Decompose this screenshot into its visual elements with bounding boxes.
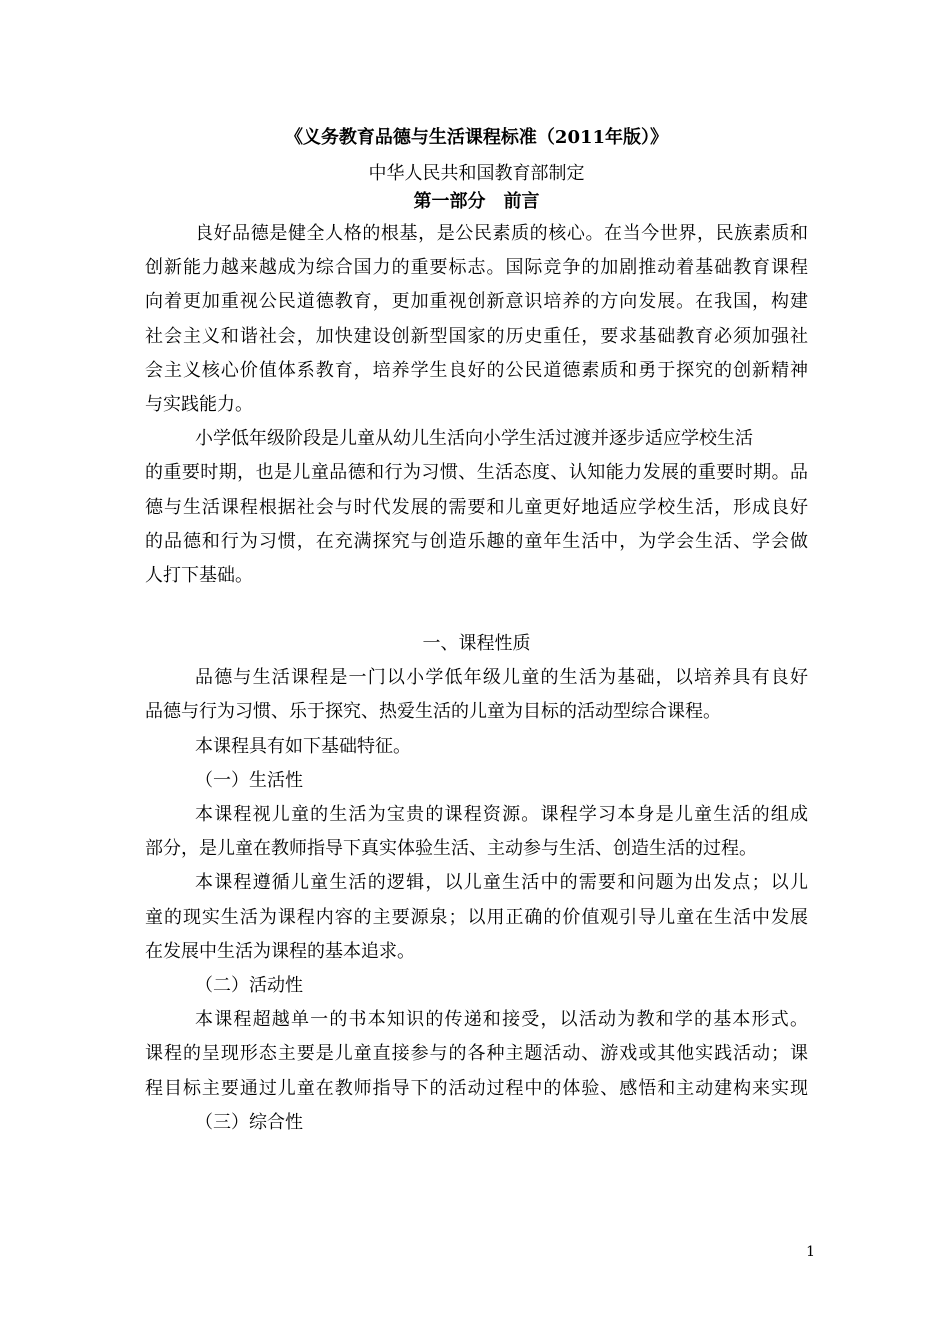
text-line: 小学低年级阶段是儿童从幼儿生活向小学生活过渡并逐步适应学校生活 xyxy=(195,428,753,450)
text-line: 本课程超越单一的书本知识的传递和接受，以活动为教和学的基本形式。 xyxy=(195,1009,808,1031)
text-line: 品德与生活课程是一门以小学低年级儿童的生活为基础，以培养具有良好 xyxy=(195,667,808,689)
text-line: 的重要时期，也是儿童品德和行为习惯、生活态度、认知能力发展的重要时期。品 xyxy=(145,462,808,484)
text-line: 人打下基础。 xyxy=(145,564,253,586)
text-line: 在发展中生活为课程的基本追求。 xyxy=(145,940,415,962)
document-body xyxy=(145,128,808,1140)
text-line: 的品德和行为习惯，在充满探究与创造乐趣的童年生活中，为学会生活、学会做 xyxy=(145,530,808,552)
text-line: 与实践能力。 xyxy=(145,393,253,415)
text-line: 本课程具有如下基础特征。 xyxy=(195,735,411,757)
text-line: 本课程遵循儿童生活的逻辑，以儿童生活中的需要和问题为出发点；以儿 xyxy=(195,872,808,894)
part-heading: 第一部分 前言 xyxy=(413,191,540,212)
text-line: 部分，是儿童在教师指导下真实体验生活、主动参与生活、创造生活的过程。 xyxy=(145,838,757,860)
text-line: 会主义核心价值体系教育，培养学生良好的公民道德素质和勇于探究的创新精神 xyxy=(145,359,808,381)
text-line: 社会主义和谐社会，加快建设创新型国家的历史重任，要求基础教育必须加强社 xyxy=(145,325,808,347)
section-gap xyxy=(145,593,808,627)
document-title: 《义务教育品德与生活课程标准（2011年版）》 xyxy=(284,127,669,148)
subsection-heading: （三）综合性 xyxy=(195,1111,303,1133)
document-issuer: 中华人民共和国教育部制定 xyxy=(368,163,585,184)
text-line: 德与生活课程根据社会与时代发展的需要和儿童更好地适应学校生活，形成良好 xyxy=(145,496,808,518)
subsection-heading: （一）生活性 xyxy=(195,769,303,791)
text-line: 创新能力越来越成为综合国力的重要标志。国际竞争的加剧推动着基础教育课程 xyxy=(145,257,808,279)
section-heading: 一、课程性质 xyxy=(422,633,531,655)
text-line: 良好品德是健全人格的根基，是公民素质的核心。在当今世界，民族素质和 xyxy=(195,223,808,244)
page-number: 1 xyxy=(806,1244,815,1260)
text-line: 本课程视儿童的生活为宝贵的课程资源。课程学习本身是儿童生活的组成 xyxy=(195,804,808,825)
text-line: 程目标主要通过儿童在教师指导下的活动过程中的体验、感悟和主动建构来实现 xyxy=(145,1077,808,1099)
text-line: 向着更加重视公民道德教育，更加重视创新意识培养的方向发展。在我国，构建 xyxy=(145,291,808,313)
subsection-heading: （二）活动性 xyxy=(195,974,303,996)
text-line: 品德与行为习惯、乐于探究、热爱生活的儿童为目标的活动型综合课程。 xyxy=(145,701,721,723)
text-line: 课程的呈现形态主要是儿童直接参与的各种主题活动、游戏或其他实践活动；课 xyxy=(145,1043,808,1065)
text-line: 童的现实生活为课程内容的主要源泉；以用正确的价值观引导儿童在生活中发展 xyxy=(145,906,808,928)
